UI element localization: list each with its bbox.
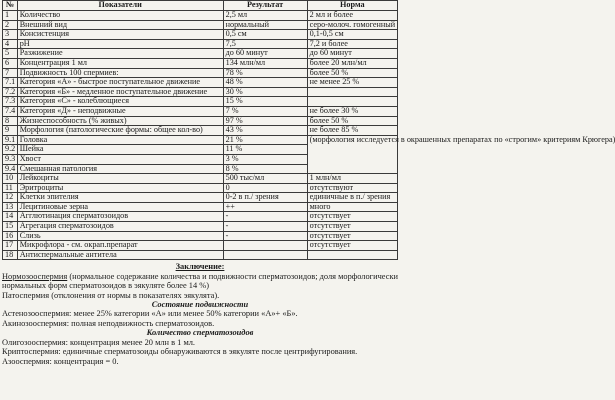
row-number: 9.2 [3,145,18,155]
row-indicator: Категория «Д» - неподвижные [17,106,223,116]
header-result: Результат [223,1,307,11]
row-norm: отсутствует [307,241,397,251]
row-result: - [223,222,307,232]
row-indicator: Шейка [17,145,223,155]
row-indicator: Консистенция [17,30,223,40]
row-indicator: Лейкоциты [17,174,223,184]
row-number: 7.2 [3,87,18,97]
row-indicator: Смешанная патология [17,164,223,174]
row-number: 7.1 [3,78,18,88]
row-norm: 0,1-0,5 см [307,30,397,40]
row-norm [307,97,397,107]
row-result: 48 % [223,78,307,88]
conclusion-section [2,262,398,365]
row-norm: не менее 25 % [307,78,397,88]
table-row [3,97,398,107]
row-number: 9.1 [3,135,18,145]
row-norm: отсутствует [307,222,397,232]
row-number: 9.4 [3,164,18,174]
row-indicator: Головка [17,135,223,145]
quantity-title: Количество сперматозоидов [146,328,254,338]
row-result: нормальный [223,20,307,30]
row-number: 10 [3,174,18,184]
row-result: 43 % [223,126,307,136]
row-result: 3 % [223,154,307,164]
row-result: 7,5 [223,39,307,49]
row-indicator: Категория «А» - быстрое поступательное движение [17,78,223,88]
row-number: 18 [3,250,18,260]
row-indicator: Агрегация сперматозоидов [17,222,223,232]
row-result: 0,5 см [223,30,307,40]
azoospermia-text: Азооспермия: концентрация = 0. [2,356,119,366]
row-indicator: Подвижность 100 спермиев: [17,68,223,78]
row-result [223,250,307,260]
table-row [3,193,398,203]
asthenozoospermia-text: Астенозооспермия: менее 25% категории «А» или менее 50% категории «А»+ «Б». [2,309,298,319]
row-indicator: Агглютинация сперматозоидов [17,212,223,222]
table-row [3,241,398,251]
akinozoospermia-text: Акинозооспермия: полная неподвижность сперматозоидов. [2,318,215,328]
table-row [3,174,398,184]
row-indicator: Клетки эпителия [17,193,223,203]
row-number: 9 [3,126,18,136]
row-result: 97 % [223,116,307,126]
table-row [3,135,398,145]
header-indicator: Показатели [17,1,223,11]
row-result: ++ [223,202,307,212]
row-indicator: Микрофлора - см. окрап.препарат [17,241,223,251]
cryptospermia-text: Криптоспермия: единичные сперматозоиды обнаруживаются в эякуляте после центрифугирования. [2,347,358,357]
row-result: 134 млн/мл [223,58,307,68]
row-result: 0-2 в п./ зрения [223,193,307,203]
table-body [3,10,615,260]
table-row [3,30,398,40]
normozoospermia-text [2,272,398,291]
row-result: 7 % [223,106,307,116]
patospermia-text: Патоспермия (отклонения от нормы в показателях эякулята). [2,290,220,300]
normozoospermia-term: Нормозооспермия [2,271,68,281]
row-norm: единичные в п./ зрения [307,193,397,203]
row-indicator: Внешний вид [17,20,223,30]
row-norm: много [307,202,397,212]
row-result: 21 % [223,135,307,145]
table-row [3,58,398,68]
row-number: 12 [3,193,18,203]
row-norm: более 50 % [307,68,397,78]
row-result: 8 % [223,164,307,174]
row-indicator: Антиспермальные антитела [17,250,223,260]
row-result [223,241,307,251]
row-number: 16 [3,231,18,241]
row-norm: до 60 минут [307,49,397,59]
spermogram-table [2,0,615,260]
row-norm: отсутствует [307,231,397,241]
row-indicator: Концентрация 1 мл [17,58,223,68]
row-result: 15 % [223,97,307,107]
row-indicator: Лецитиновые зерна [17,202,223,212]
row-result: - [223,231,307,241]
row-indicator: Хвост [17,154,223,164]
normozoospermia-description: (нормальное содержание количества и подвижности сперматозоидов; доля морфологически нормальных форм сперматозоидов в эякуляте более 14 %) [2,271,398,291]
table-row [3,222,398,232]
row-indicator: Эритроциты [17,183,223,193]
row-number: 3 [3,30,18,40]
row-number: 7 [3,68,18,78]
row-number: 4 [3,39,18,49]
morphology-note: (морфология исследуется в окрашенных препаратах по «строгим» критериям Крюгера) [307,135,397,173]
row-number: 14 [3,212,18,222]
row-indicator: pH [17,39,223,49]
oligozoospermia-text: Олигозооспермия: концентрация менее 20 млн в 1 мл. [2,337,196,347]
row-norm: отсутствуют [307,183,397,193]
row-indicator: Категория «С» - колеблющиеся [17,97,223,107]
row-result: 30 % [223,87,307,97]
row-number: 1 [3,11,18,21]
row-norm: не более 85 % [307,126,397,136]
row-indicator: Морфология (патологические формы: общее кол-во) [17,126,223,136]
row-result: до 60 минут [223,49,307,59]
row-norm: не более 30 % [307,106,397,116]
row-norm: 1 млн/мл [307,174,397,184]
table-header-row [3,1,398,11]
row-indicator: Категория «Б» - медленное поступательное движение [17,87,223,97]
table-row [3,106,398,116]
table-row [3,11,398,21]
header-norm: Норма [307,1,397,11]
row-norm [307,250,397,260]
row-norm: более 50 % [307,116,397,126]
row-number: 11 [3,183,18,193]
row-norm [307,87,397,97]
row-number: 6 [3,58,18,68]
row-norm: более 20 млн/мл [307,58,397,68]
row-number: 15 [3,222,18,232]
row-result: 0 [223,183,307,193]
row-number: 13 [3,202,18,212]
table-row [3,126,398,136]
table-row [3,250,398,260]
row-norm: отсутствует [307,212,397,222]
table-row [3,78,398,88]
row-result: - [223,212,307,222]
row-result: 78 % [223,68,307,78]
row-indicator: Жизнеспособность (% живых) [17,116,223,126]
row-number: 5 [3,49,18,59]
row-norm: 7,2 и более [307,39,397,49]
header-number: № [3,1,18,11]
analysis-sheet [2,0,615,366]
motility-title: Состояние подвижности [151,300,249,310]
row-number: 8 [3,116,18,126]
row-result: 500 тыс/мл [223,174,307,184]
row-indicator: Разжижение [17,49,223,59]
row-indicator: Слизь [17,231,223,241]
row-indicator: Количество [17,11,223,21]
row-norm: 2 мл и более [307,11,397,21]
row-result: 2,5 мл [223,11,307,21]
row-result: 11 % [223,145,307,155]
row-number: 17 [3,241,18,251]
row-number: 7.3 [3,97,18,107]
row-number: 2 [3,20,18,30]
row-number: 7.4 [3,106,18,116]
row-norm: серо-молоч. гомогенный [307,20,397,30]
conclusion-title: Заключение: [175,262,225,272]
row-number: 9.3 [3,154,18,164]
